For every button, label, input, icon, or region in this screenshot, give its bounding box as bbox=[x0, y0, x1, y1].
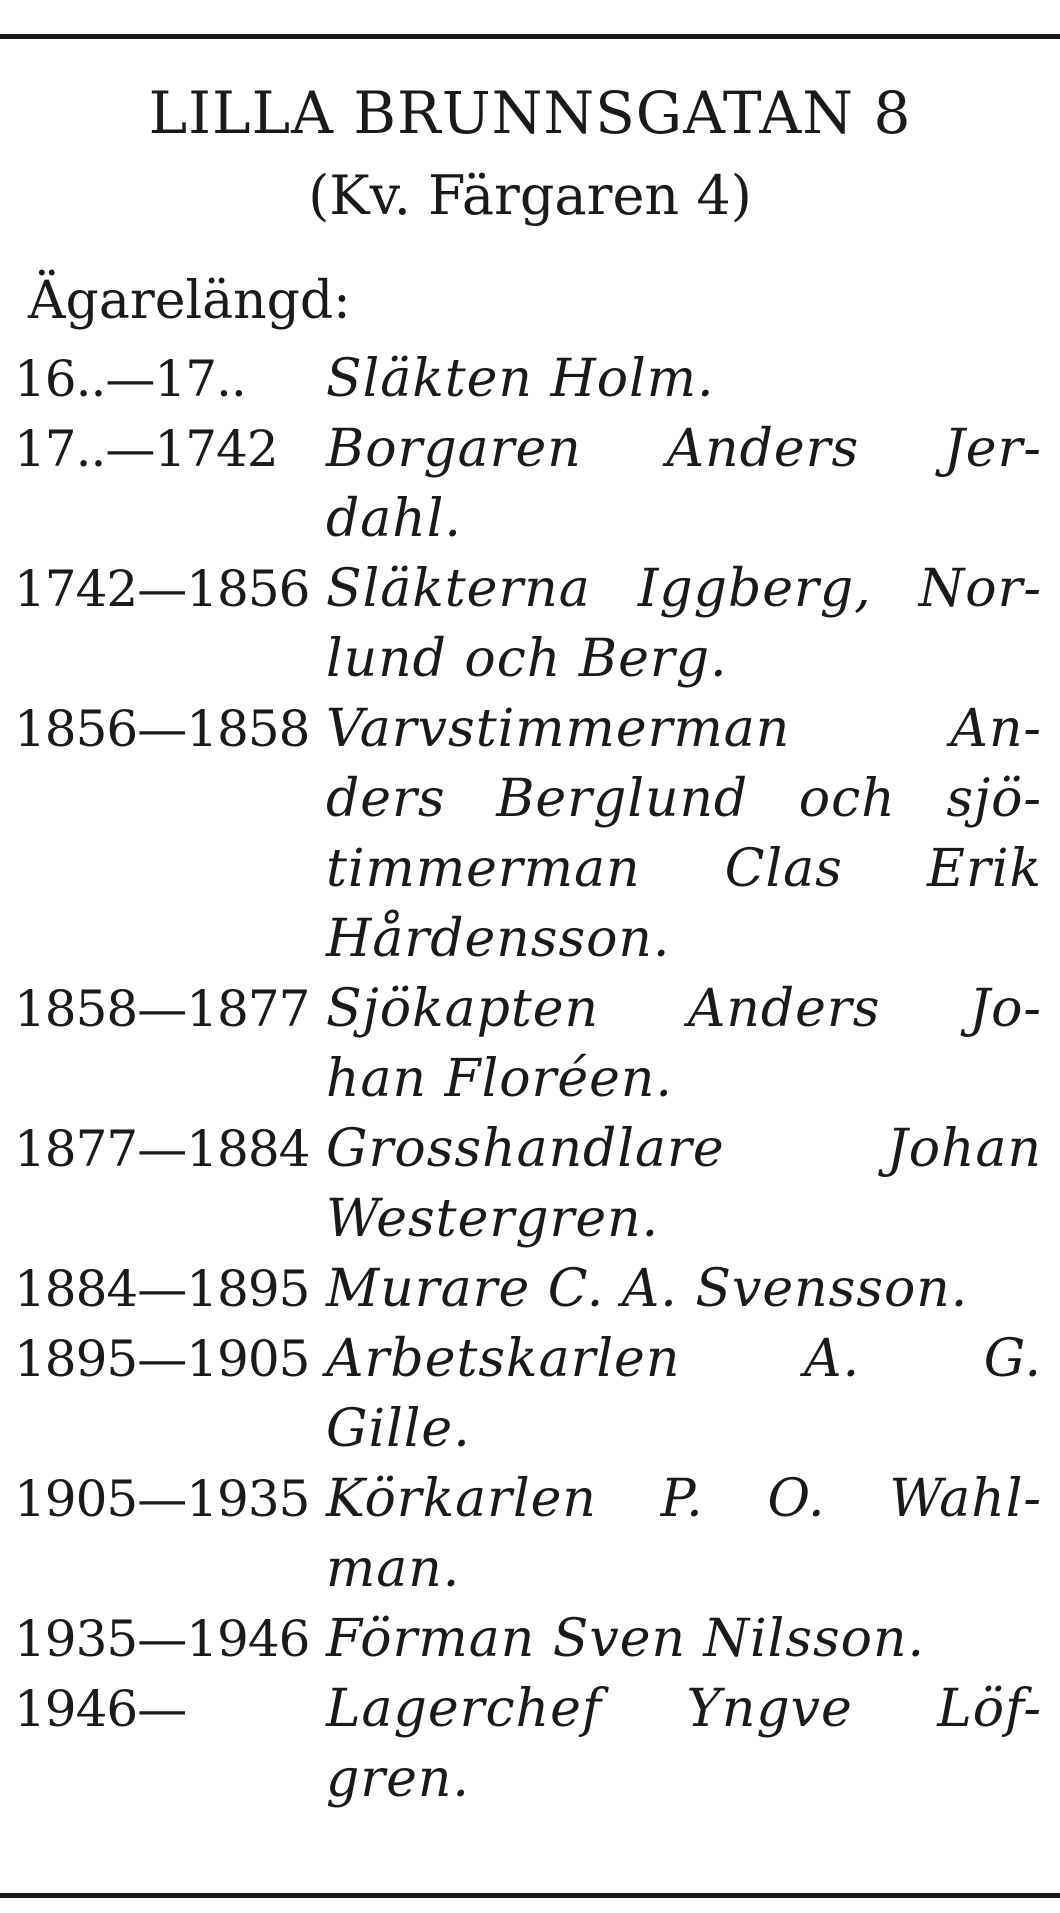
owner-entry bbox=[0, 974, 1060, 1114]
entry-owner-line: Arbetskarlen A. G. bbox=[326, 1329, 1042, 1389]
entry-owner-line: dahl. bbox=[326, 489, 462, 549]
entry-owner-line: Murare C. A. Svensson. bbox=[326, 1259, 969, 1319]
entry-years: 17..—1742 bbox=[14, 420, 278, 478]
entry-owner bbox=[326, 974, 1042, 1114]
entry-owner bbox=[326, 414, 1042, 554]
entry-owner-line: gren. bbox=[326, 1749, 470, 1809]
entry-owner bbox=[326, 1464, 1042, 1604]
entry-owner-line: Sjökapten Anders Jo- bbox=[326, 979, 1042, 1039]
entry-owner bbox=[326, 554, 1042, 694]
bottom-rule bbox=[0, 1893, 1060, 1898]
entry-owner-line: man. bbox=[326, 1539, 461, 1599]
entry-owner bbox=[326, 1114, 1042, 1254]
owner-entry bbox=[0, 694, 1060, 974]
owner-entry bbox=[0, 1604, 1060, 1674]
entry-years: 1856—1858 bbox=[14, 700, 310, 758]
owner-entry bbox=[0, 414, 1060, 554]
entry-owner bbox=[326, 344, 1042, 414]
entry-years: 1858—1877 bbox=[14, 980, 310, 1038]
owner-entry bbox=[0, 344, 1060, 414]
entry-owner-line: Varvstimmerman An- bbox=[326, 699, 1042, 759]
entry-owner-line: ders Berglund och sjö- bbox=[326, 769, 1042, 829]
owner-entry bbox=[0, 1324, 1060, 1464]
entry-owner-line: Grosshandlare Johan bbox=[326, 1119, 1042, 1179]
entry-owner-line: Borgaren Anders Jer- bbox=[326, 419, 1042, 479]
entry-owner-line: Lagerchef Yngve Löf- bbox=[326, 1679, 1042, 1739]
entry-owner-line: timmerman Clas Erik bbox=[326, 839, 1042, 899]
entry-years: 1742—1856 bbox=[14, 560, 310, 618]
entry-owner bbox=[326, 694, 1042, 974]
entry-owner bbox=[326, 1254, 1042, 1324]
entry-owner-line: Körkarlen P. O. Wahl- bbox=[326, 1469, 1042, 1529]
page-subtitle: (Kv. Färgaren 4) bbox=[308, 164, 752, 227]
entry-owner-line: Släkten Holm. bbox=[326, 349, 715, 409]
owner-entry bbox=[0, 1464, 1060, 1604]
entry-owner-line: Westergren. bbox=[326, 1189, 660, 1249]
entry-years: 1877—1884 bbox=[14, 1120, 310, 1178]
entry-years: 1895—1905 bbox=[14, 1330, 310, 1388]
entry-owner-line: Förman Sven Nilsson. bbox=[326, 1609, 925, 1669]
entry-owner-line: han Floréen. bbox=[326, 1049, 673, 1109]
entry-owner bbox=[326, 1674, 1042, 1814]
entry-years: 1946— bbox=[14, 1680, 187, 1738]
entry-owner-line: Hårdensson. bbox=[326, 909, 671, 969]
section-label: Ägarelängd: bbox=[28, 271, 351, 331]
owner-entry bbox=[0, 554, 1060, 694]
owner-entry bbox=[0, 1114, 1060, 1254]
entry-years: 16..—17.. bbox=[14, 350, 246, 408]
top-rule bbox=[0, 34, 1060, 39]
owner-entry bbox=[0, 1254, 1060, 1324]
entry-years: 1905—1935 bbox=[14, 1470, 310, 1528]
entry-owner-line: lund och Berg. bbox=[326, 629, 728, 689]
entry-years: 1935—1946 bbox=[14, 1610, 310, 1668]
owner-entry bbox=[0, 1674, 1060, 1814]
owner-list bbox=[0, 344, 1060, 1814]
entry-owner-line: Gille. bbox=[326, 1399, 471, 1459]
entry-owner-line: Släkterna Iggberg, Nor- bbox=[326, 559, 1042, 619]
page-title: LILLA BRUNNSGATAN 8 bbox=[148, 79, 912, 147]
entry-owner bbox=[326, 1324, 1042, 1464]
entry-owner bbox=[326, 1604, 1042, 1674]
entry-years: 1884—1895 bbox=[14, 1260, 310, 1318]
